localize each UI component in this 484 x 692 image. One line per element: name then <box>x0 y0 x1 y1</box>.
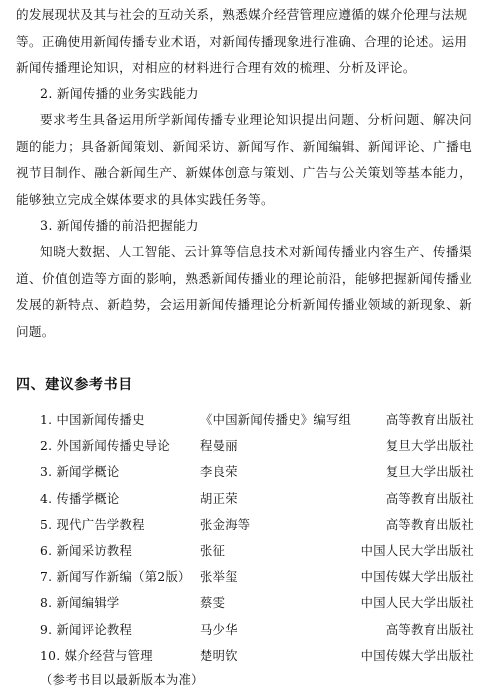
reference-book-list <box>40 407 474 669</box>
book-publisher: 中国传媒大学出版社 <box>360 648 474 663</box>
book-title: 2. 外国新闻传播史导论 <box>40 439 170 454</box>
book-author: 《中国新闻传播史》编写组 <box>200 413 352 427</box>
frontier-paragraph: 知晓大数据、人工智能、云计算等信息技术对新闻传播业内容生产、传播渠道、价值创造等方面的影响，熟悉新闻传播业的理论前沿，能够把握新闻传播业发展的新特点、新趋势，会运用新闻传播理论分析新闻传播业领域的新现象、新问题。 <box>16 244 472 339</box>
book-title: 4. 传播学概论 <box>40 491 120 506</box>
book-title: 10. 媒介经营与管理 <box>40 648 153 663</box>
frontier-heading: 3. 新闻传播的前沿把握能力 <box>40 218 199 233</box>
book-title: 1. 中国新闻传播史 <box>40 413 145 427</box>
book-author: 张举玺 <box>200 570 238 585</box>
book-row <box>40 407 474 433</box>
book-title: 9. 新闻评论教程 <box>40 622 133 637</box>
book-row <box>40 538 474 564</box>
book-title: 8. 新闻编辑学 <box>40 596 120 611</box>
book-author: 马少华 <box>200 622 238 637</box>
book-title: 7. 新闻写作新编（第2版） <box>40 570 191 585</box>
book-row <box>40 617 474 643</box>
book-author: 张金海等 <box>200 517 251 532</box>
book-row <box>40 512 474 538</box>
book-publisher: 中国传媒大学出版社 <box>360 570 474 585</box>
references-note: （参考书目以最新版本为准） <box>40 673 204 687</box>
practice-heading: 2. 新闻传播的业务实践能力 <box>40 86 199 101</box>
book-row <box>40 433 474 459</box>
book-author: 张征 <box>200 543 226 558</box>
book-title: 5. 现代广告学教程 <box>40 517 145 532</box>
intro-line-1: 的发展现状及其与社会的互动关系，熟悉媒介经营管理应遵循的媒介伦理与法规 <box>16 7 468 22</box>
book-publisher: 高等教育出版社 <box>385 413 474 427</box>
book-row <box>40 459 474 485</box>
book-author: 胡正荣 <box>200 491 238 506</box>
book-publisher: 中国人民大学出版社 <box>360 596 474 611</box>
book-author: 李良荣 <box>200 465 238 480</box>
book-row <box>40 643 474 669</box>
book-title: 3. 新闻学概论 <box>40 465 120 480</box>
book-row <box>40 564 474 590</box>
book-author: 楚明钦 <box>200 648 238 663</box>
practice-paragraph: 要求考生具备运用所学新闻传播专业理论知识提出问题、分析问题、解决问题的能力；具备新闻策划、新闻采访、新闻写作、新闻编辑、新闻评论、广播电视节目制作、融合新闻生产、新媒体创意与策划、广告与公关策划等基本能力，能够独立完成全媒体要求的具体实践任务等。 <box>16 112 472 207</box>
book-publisher: 高等教育出版社 <box>385 517 474 532</box>
intro-line-2: 等。正确使用新闻传播专业术语，对新闻传播现象进行准确、合理的论述。运用 <box>16 33 468 49</box>
book-publisher: 复旦大学出版社 <box>385 439 474 454</box>
book-row <box>40 590 474 616</box>
intro-line-3: 新闻传播理论知识，对相应的材料进行合理有效的梳理、分析及评论。 <box>16 60 416 75</box>
book-author: 蔡雯 <box>200 596 226 611</box>
book-row <box>40 486 474 512</box>
book-publisher: 高等教育出版社 <box>385 491 474 506</box>
book-author: 程曼丽 <box>200 439 238 454</box>
references-section-title: 四、建议参考书目 <box>16 377 133 393</box>
book-publisher: 复旦大学出版社 <box>385 465 474 480</box>
intro-paragraph <box>16 2 472 82</box>
book-title: 6. 新闻采访教程 <box>40 543 133 558</box>
book-publisher: 高等教育出版社 <box>385 622 474 637</box>
book-publisher: 中国人民大学出版社 <box>360 543 474 558</box>
